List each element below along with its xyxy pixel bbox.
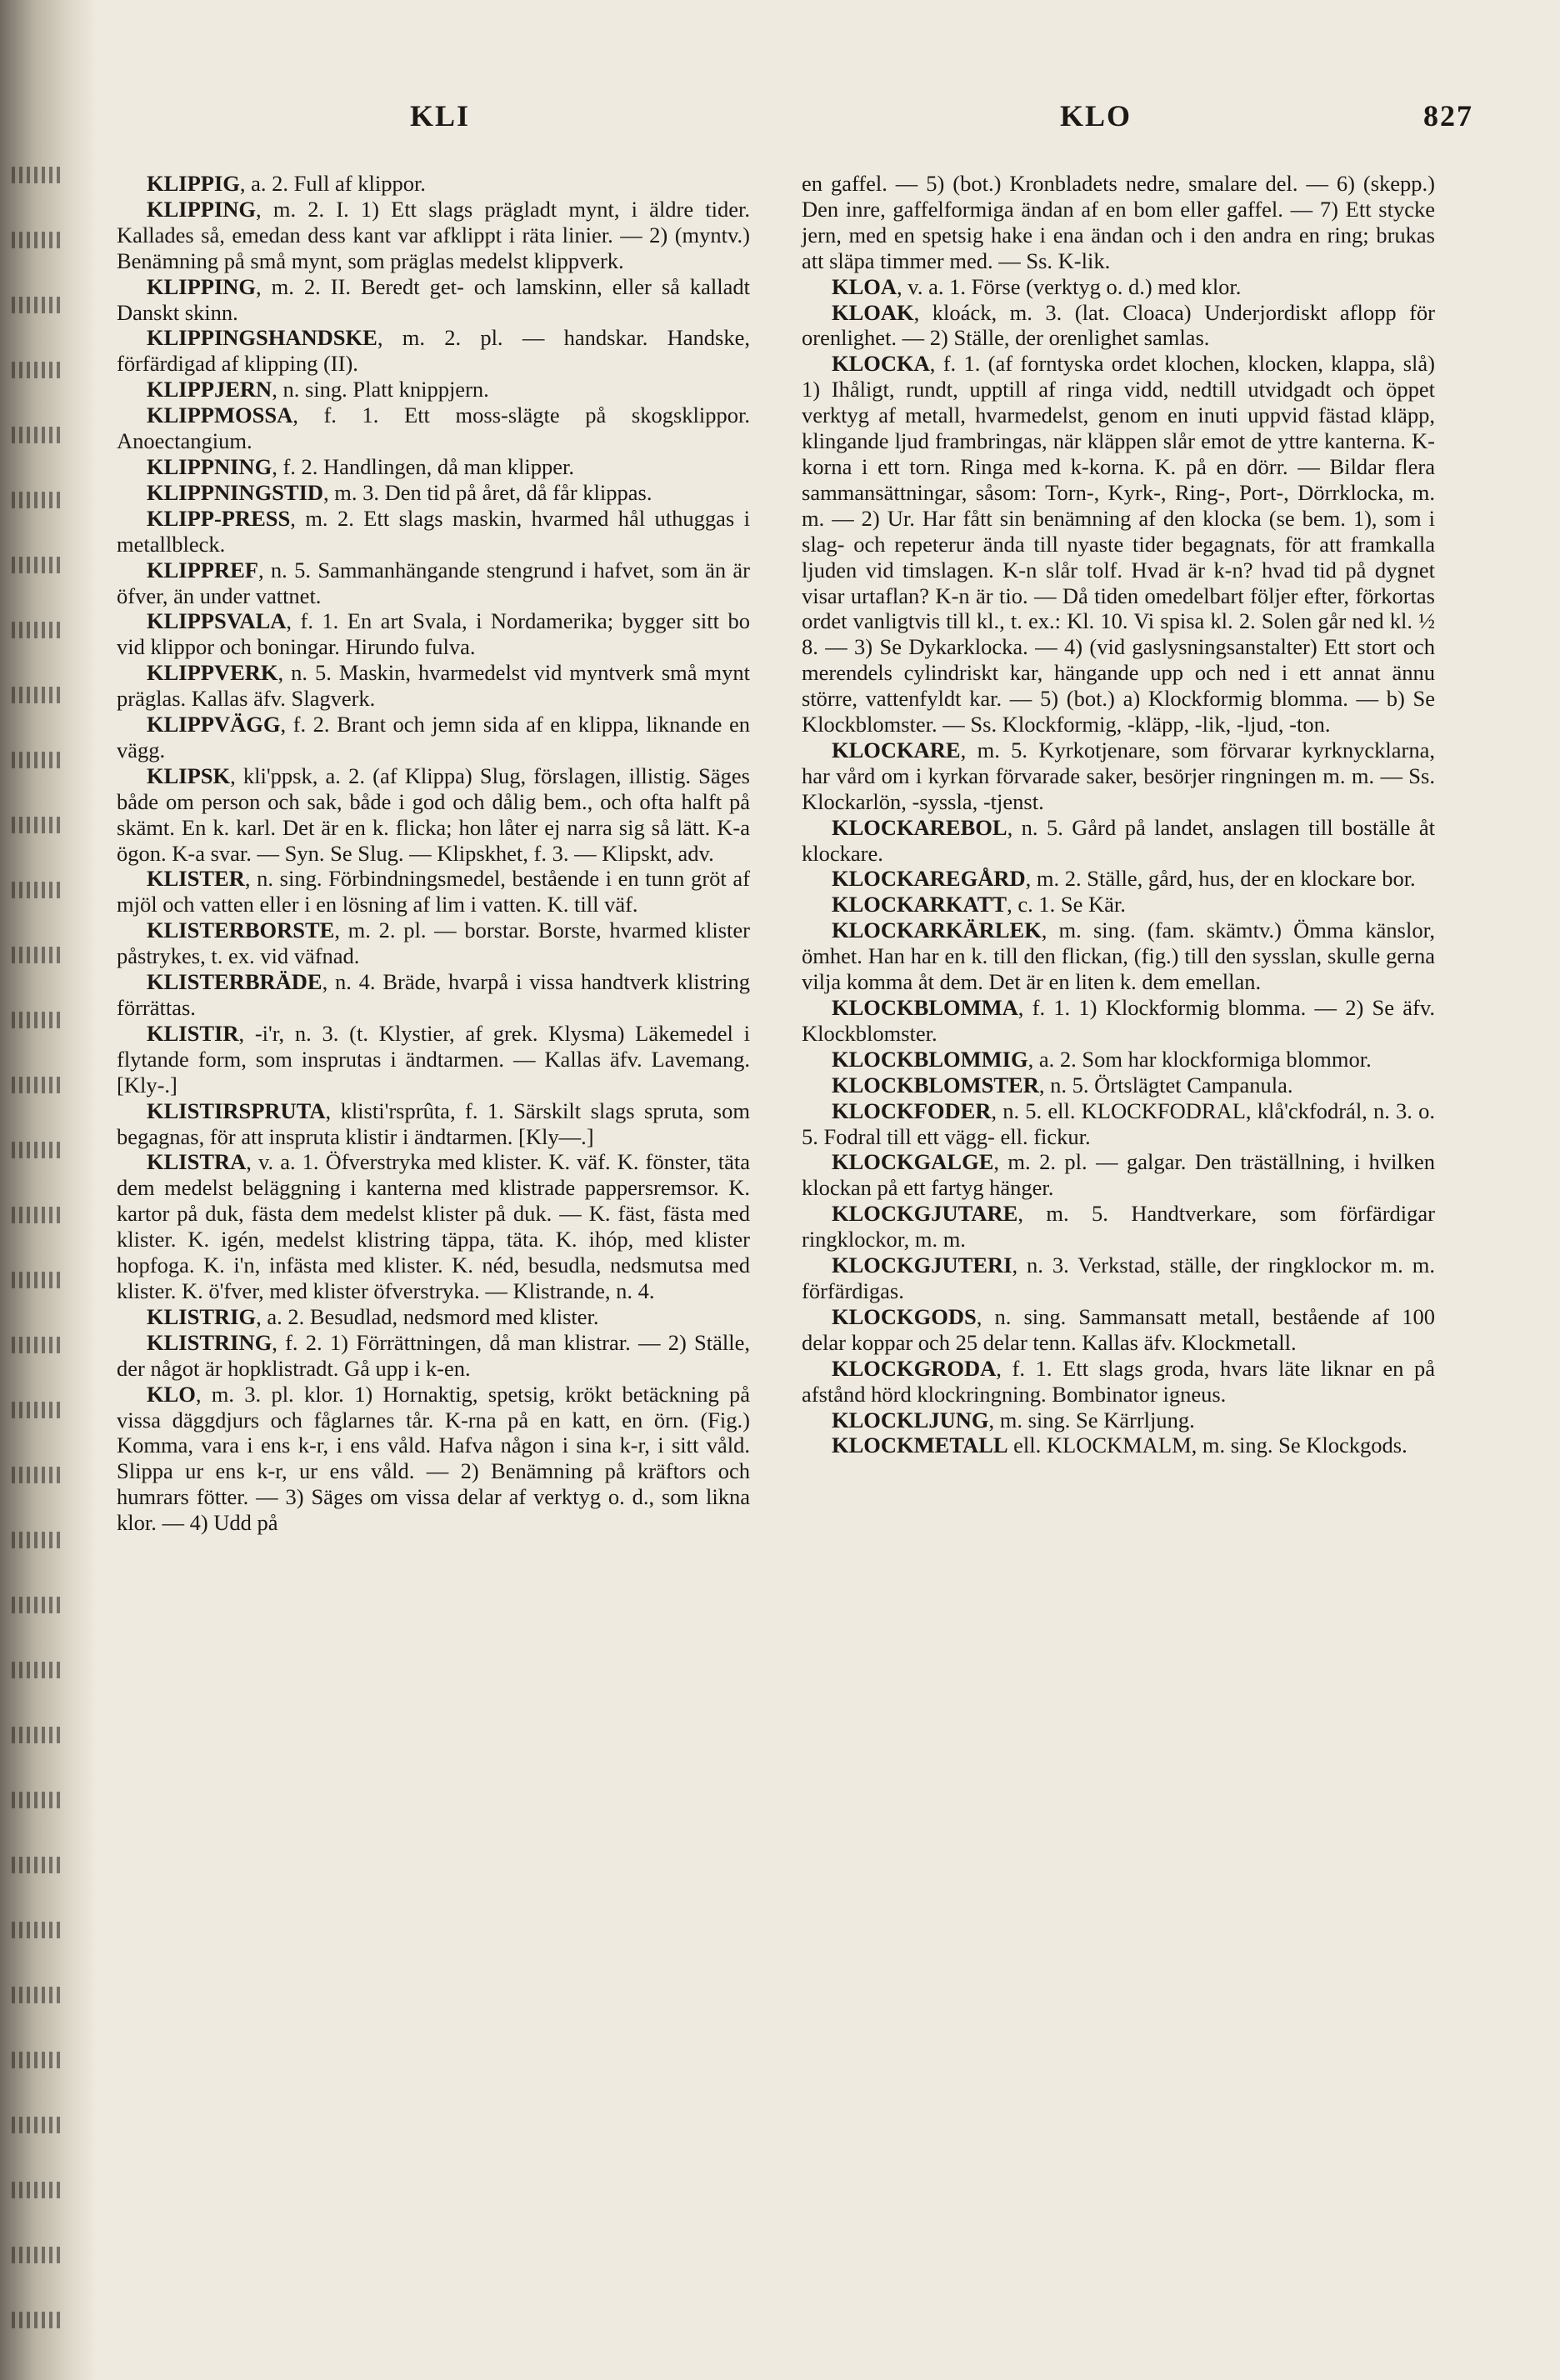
running-head [0,98,1560,148]
headword: KLIPPING [147,196,257,222]
headword: KLISTRING [147,1329,272,1355]
entry: KLIPPNINGSTID, m. 3. Den tid på året, då får klippas. [147,479,652,505]
headword: KLOCKMETALL [832,1432,1008,1458]
entry: KLOCKGALGE, m. 2. pl. — galgar. Den träställning, i hvilken klockan på ett fartyg hänger. [802,1149,1435,1201]
headword: KLOCKA [832,351,930,377]
headword: KLOCKARE [832,737,961,762]
headword: KLOCKGJUTERI [832,1252,1012,1278]
entry: KLOCKARKÄRLEK, m. sing. (fam. skämtv.) Ömma känslor, ömhet. Han har en k. till den flickan, (fig.) till den sysslan, skulle gerna vilja komma åt dem. Det är en liten k. dem emellan. [802,918,1435,995]
entry: KLISTIRSPRUTA, klisti'rsprûta, f. 1. Särskilt slags spruta, som begagnas, för att insprutа klistir i ändtarmen. [Kly—.] [117,1098,750,1149]
headword: KLOCKAREBOL [832,814,1008,840]
entry: KLIPPVERK, n. 5. Maskin, hvarmedelst vid myntverk små mynt präglas. Kallas äfv. Slagverk. [117,660,750,712]
binding-gutter [0,0,98,2380]
headword: KLIPPNING [147,453,272,479]
entry: KLOCKFODER, n. 5. ell. KLOCKFODRAL, klå'ckfodrál, n. 3. o. 5. Fodral till ett vägg- ell. fickur. [802,1098,1435,1149]
entry: KLOAK, kloáck, m. 3. (lat. Cloaca) Underjordiskt aflopp för orenlighet. — 2) Ställe, der orenlighet samlas. [802,299,1435,351]
entry: KLOCKGJUTERI, n. 3. Verkstad, ställe, der ringklockor m. m. förfärdigas. [802,1252,1435,1303]
headword: KLOCKAREGÅRD [832,866,1026,892]
headword: KLOA [832,273,898,299]
headword: KLISTIRSPRUTA [147,1098,326,1123]
headword: KLIPPSVALA [147,608,287,634]
entry: KLOCKAREGÅRD, m. 2. Ställe, gård, hus, der en klockare bor. [832,866,1416,892]
entry: KLISTER, n. sing. Förbindningsmedel, bestående i en tunn gröt af mjöl och vatten eller i en lösning af lim i vatten. K. till väf. [117,866,750,918]
headword: KLO [147,1381,196,1407]
entry: KLOCKGJUTARE, m. 5. Handtverkare, som förfärdigar ringklockor, m. m. [802,1201,1435,1252]
headword: KLIPPJERN [147,377,272,402]
headword: KLISTERBRÄDE [147,969,322,995]
entry: KLISTERBORSTE, m. 2. pl. — borstar. Borste, hvarmed klister påstrykes, t. ex. vid väfnad. [117,918,750,969]
entry: KLIPPVÄGG, f. 2. Brant och jemn sida af en klippa, liknande en vägg. [117,712,750,762]
headword: KLOCKGJUTARE [832,1201,1018,1227]
headword: KLISTIR [147,1020,239,1046]
left-column [117,171,750,1536]
entry: KLIPPMOSSA, f. 1. Ett moss-slägte på skogsklippor. Anoectangium. [117,402,750,454]
entry: KLIPPSVALA, f. 1. En art Svala, i Nordamerika; bygger sitt bo vid klippor och boningar. Hirundo fulva. [117,608,750,660]
entry: KLISTERBRÄDE, n. 4. Bräde, hvarpå i vissa handtverk klistring förrättas. [117,969,750,1020]
headword: KLOCKGALGE [832,1149,994,1175]
headword: KLIPPVERK [147,660,278,686]
headword: KLOCKFODER [832,1098,992,1123]
entry: KLIPPIG, a. 2. Full af klippor. [147,171,426,196]
entry: KLIPPING, m. 2. I. 1) Ett slags prägladt mynt, i äldre tider. Kallades så, emedan dess kant var afklippt i räta linier. — 2) (myntv.) Benämning på små mynt, som präglas medelst klippverk. [117,196,750,273]
entry: KLOCKA, f. 1. (af forntyska ordet klochen, klocken, klappa, slå) 1) Ihåligt, rundt, upptill af ringa vidd, nedtill utvidgadt och öppet verktyg af metall, hvarmedelst, genom en inuti uppvid fästad kläpp, klingande ljud frambringas, när kläppen slår emot de yttre kanterna. K-korna i ett torn. Ringa med k-korna. K. på en dörr. — Bildar flera sammansättningar, såsom: Torn-, Kyrk-, Ring-, Port-, Dörrklocka, m. m. — 2) Ur. Har fått sin benämning af den klocka (se bem. 1), som i slag- och repeterur ända till nyaste tider begagnats, för att framkalla ljuden vid timslagen. K-n slår tolf. Hvad är k-n? hvad tid på dygnet visar urtaflan? K-n är tio. — Då tiden omedelbart följer efter, förkortas ordet vanligtvis till kl., t. ex.: Kl. 10. Vi spisa kl. 2. Solen går ned kl. ½ 8. — 3) Se Dykarklocka. — 4) (vid gaslysningsanstalter) Ett stort och merendels cylindriskt kar, hängande upp och ned i ett annat ännu större, vattenfyldt kar. — 5) (bot.) a) Klockformig blomma. — b) Se Klockblomster. — Ss. Klockformig, -kläpp, -lik, -ljud, -ton. [802,351,1435,738]
right-column [802,171,1435,1458]
entry: KLOCKBLOMMIG, a. 2. Som har klockformiga blommor. [832,1046,1372,1072]
headword: KLISTRA [147,1149,247,1175]
entry: KLOCKAREBOL, n. 5. Gård på landet, anslagen till boställe åt klockare. [802,814,1435,866]
entry: KLOCKLJUNG, m. sing. Se Kärrljung. [832,1407,1195,1432]
headword: KLOCKBLOMMA [832,995,1018,1020]
entry: KLOCKGRODA, f. 1. Ett slags groda, hvars läte liknar en på afstånd hörd klockringning. Bombinator igneus. [802,1355,1435,1407]
headword: KLOCKGODS [832,1303,977,1329]
right-guide-word: KLO [1060,99,1132,132]
headword: KLOCKARKÄRLEK [832,918,1042,943]
entry: KLISTIR, -i'r, n. 3. (t. Klystier, af grek. Klysma) Läkemedel i flytande form, som insprutas i ändtarmen. — Kallas äfv. Lavemang. [Kly-.] [117,1020,750,1098]
headword: KLOCKBLOMSTER [832,1072,1039,1098]
entry: KLIPPJERN, n. sing. Platt knippjern. [147,377,489,402]
headword: KLISTERBORSTE [147,918,335,943]
headword: KLIPPREF [147,557,258,582]
entry: KLIPSK, kli'ppsk, a. 2. (af Klippa) Slug, förslagen, illistig. Säges både om person och sak, både i god och dålig bem., och ofta halft på skämt. En k. karl. Det är en k. flicka; hon låter ej narra sig så lätt. K-a ögon. K-a svar. — Syn. Se Slug. — Klipskhet, f. 3. — Klipskt, adv. [117,762,750,866]
headword: KLIPPNINGSTID [147,479,324,505]
entry: KLOCKMETALL ell. KLOCKMALM, m. sing. Se Klockgods. [832,1432,1408,1458]
headword: KLOCKGRODA [832,1355,997,1381]
headword: KLIPPMOSSA [147,402,293,428]
entry: KLISTRING, f. 2. 1) Förrättningen, då man klistrar. — 2) Ställe, der något är hopklistradt. Gå upp i k-en. [117,1329,750,1381]
entry: KLOA, v. a. 1. Förse (verktyg o. d.) med klor. [832,273,1242,299]
headword: KLIPPVÄGG [147,712,281,738]
entry: KLOCKGODS, n. sing. Sammansatt metall, bestående af 100 delar koppar och 25 delar tenn. Kallas äfv. Klockmetall. [802,1303,1435,1355]
entry: KLIPP-PRESS, m. 2. Ett slags maskin, hvarmed hål uthuggas i metallbleck. [117,505,750,557]
entry: KLIPPINGSHANDSKE, m. 2. pl. — handskar. Handske, förfärdigad af klipping (II). [117,325,750,377]
headword: KLIPPIG [147,171,240,196]
entry-continuation: en gaffel. — 5) (bot.) Kronbladets nedre, smalare del. — 6) (skepp.) Den inre, gaffelformiga ändan af en bom eller gaffel. — 7) Ett stycke jern, med en spetsig hake i ena ändan och i den andra en ring; brukas att släpa timmer med. — Ss. K-lik. [802,171,1435,273]
headword: KLISTER [147,866,245,892]
headword: KLIPPING [147,273,257,299]
entry: KLOCKBLOMMA, f. 1. 1) Klockformig blomma. — 2) Se äfv. Klockblomster. [802,995,1435,1046]
entry: KLOCKBLOMSTER, n. 5. Örtslägtet Campanula. [832,1072,1293,1098]
entry: KLISTRA, v. a. 1. Öfverstryka med klister. K. väf. K. fönster, täta dem medelst beläggning i kanterna med klistrade pappersremsor. K. kartor på duk, fästa dem medelst klister på duk. — K. fäst, fästa med klister. K. igén, medelst klistring täppa, täta. K. ihóp, med klister hopfoga. K. i'n, infästa med klister. K. néd, besudla, nedsmutsa med klister. K. ö'fver, med klister öfverstryka. — Klistrande, n. 4. [117,1149,750,1303]
entry: KLIPPREF, n. 5. Sammanhängande stengrund i hafvet, som än är öfver, än under vattnet. [117,557,750,608]
left-guide-word: KLI [410,99,471,132]
headword: KLOAK [832,299,914,325]
headword: KLIPP-PRESS [147,505,291,531]
headword: KLIPSK [147,762,231,788]
entry: KLOCKARKATT, c. 1. Se Kär. [832,892,1126,918]
entry: KLOCKARE, m. 5. Kyrkotjenare, som förvarar kyrknycklarna, har vård om i kyrkan förvarade saker, besörjer ringningen m. m. — Ss. Klockarlön, -syssla, -tjenst. [802,737,1435,814]
entry: KLIPPING, m. 2. II. Beredt get- och lamskinn, eller så kalladt Danskt skinn. [117,273,750,325]
headword: KLOCKARKATT [832,892,1008,918]
entry: KLISTRIG, a. 2. Besudlad, nedsmord med klister. [147,1303,599,1329]
bleed-through-marks [12,167,87,2328]
page-number: 827 [1423,99,1473,132]
headword: KLOCKBLOMMIG [832,1046,1028,1072]
headword: KLOCKLJUNG [832,1407,989,1432]
entry: KLIPPNING, f. 2. Handlingen, då man klipper. [147,453,575,479]
headword: KLIPPINGSHANDSKE [147,325,378,351]
entry: KLO, m. 3. pl. klor. 1) Hornaktig, spetsig, krökt betäckning på vissa däggdjurs och fåglarnes tår. K-rna på en katt, en örn. (Fig.) Komma, vara i ens k-r, i ens våld. Hafva någon i sina k-r, i sitt våld. Slippa ur ens k-r, ur ens våld. — 2) Benämning på kräftors och humrars fötter. — 3) Säges om vissa delar af verktyg o. d., som likna klor. — 4) Udd på [117,1381,750,1536]
headword: KLISTRIG [147,1303,257,1329]
